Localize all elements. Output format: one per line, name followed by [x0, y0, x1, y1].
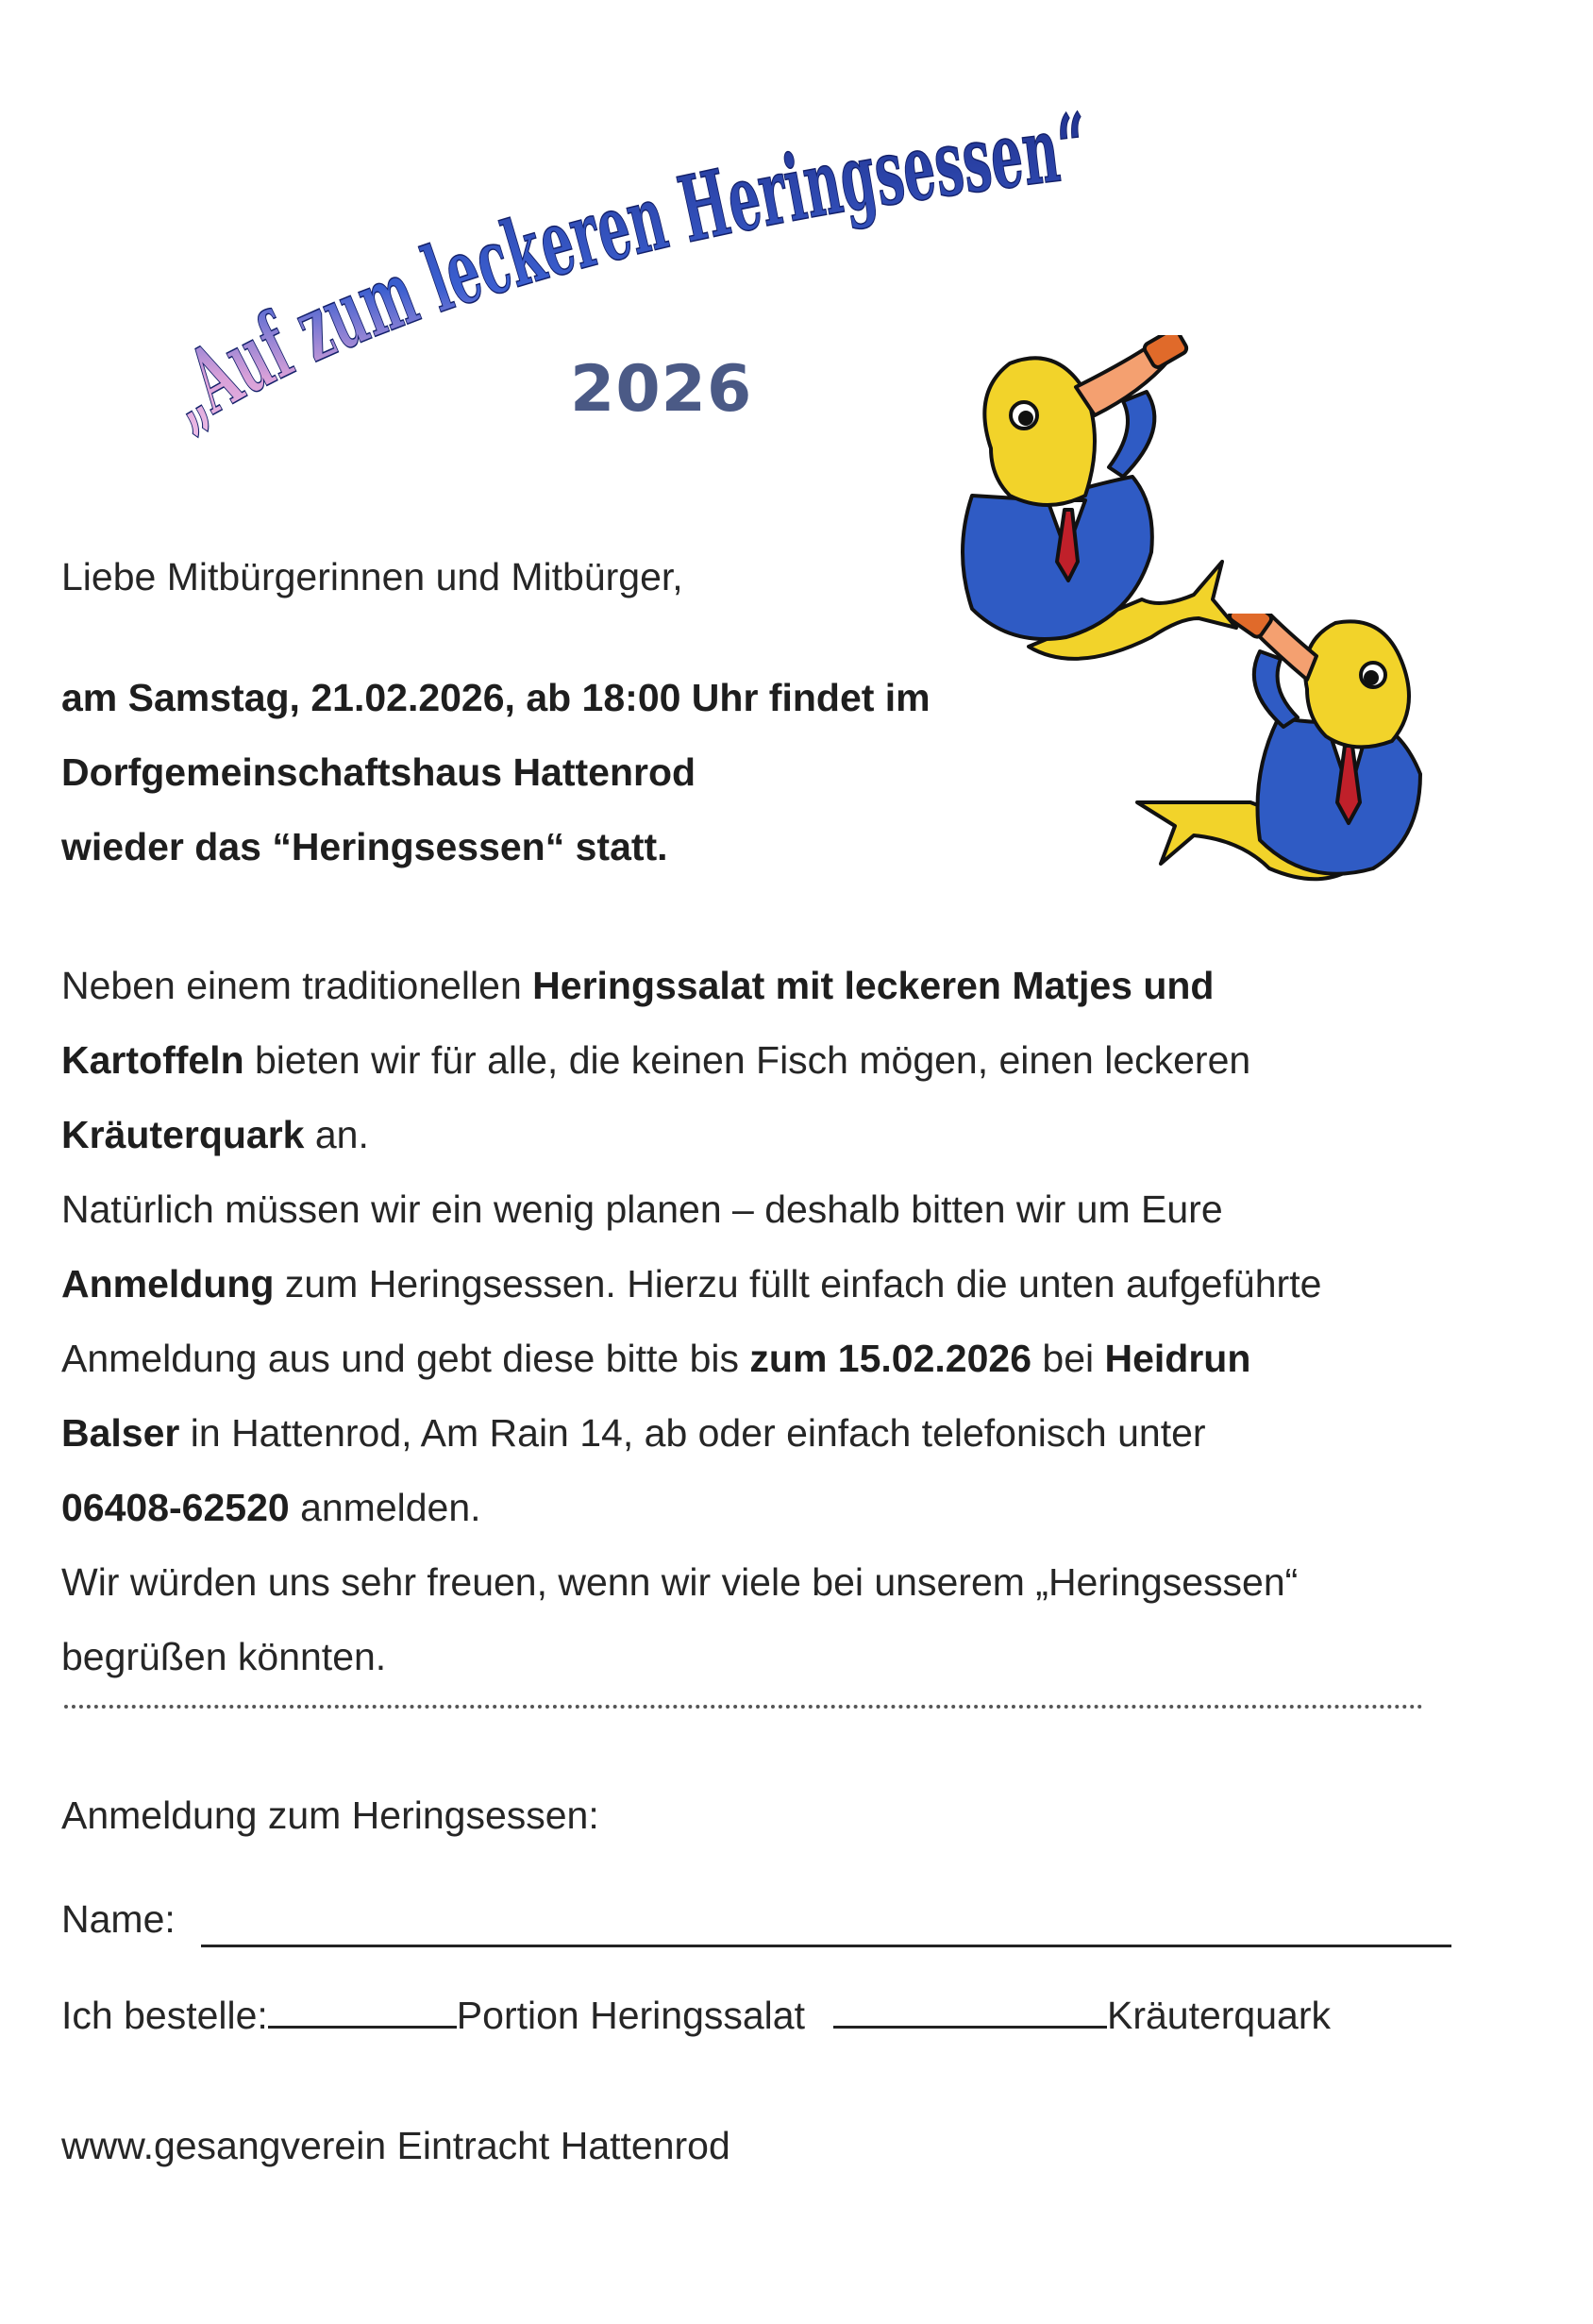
body-text: Anmeldung aus und gebt diese bitte bis — [61, 1337, 750, 1380]
portion-label: Portion Heringssalat — [456, 1994, 805, 2037]
body-bold-text: Heringssalat mit leckeren Matjes und — [532, 964, 1215, 1007]
name-field[interactable] — [201, 1945, 1451, 1947]
body-text: Natürlich müssen wir ein wenig planen – deshalb bitten wir um Eure — [61, 1187, 1223, 1231]
contact-name: Balser — [61, 1411, 180, 1455]
cut-line — [64, 1705, 1423, 1709]
body-text: bieten wir für alle, die keinen Fisch mögen, einen leckeren — [243, 1038, 1251, 1082]
body-text: an. — [304, 1113, 369, 1156]
name-label: Name: — [61, 1897, 176, 1941]
salutation: Liebe Mitbürgerinnen und Mitbürger, — [61, 555, 683, 598]
letter-body — [61, 949, 1321, 1694]
body-text: Wir würden uns sehr freuen, wenn wir viele bei unserem „Heringsessen“ — [61, 1560, 1299, 1604]
contact-name: Heidrun — [1104, 1337, 1251, 1380]
name-field-row — [61, 1897, 176, 1942]
order-row — [61, 1994, 1331, 2038]
registration-title: Anmeldung zum Heringsessen: — [61, 1794, 599, 1837]
body-text: Neben einem traditionellen — [61, 964, 533, 1007]
order-label: Ich bestelle: — [61, 1994, 268, 2037]
footer-website: www.gesangverein Eintracht Hattenrod — [61, 2124, 730, 2167]
quark-label: Kräuterquark — [1106, 1994, 1331, 2037]
body-bold-text: Kräuterquark — [61, 1113, 305, 1156]
body-bold-text: Anmeldung — [61, 1262, 275, 1305]
event-announcement — [61, 661, 931, 884]
herring-portion-field[interactable] — [268, 1994, 457, 2029]
quark-portion-field[interactable] — [833, 1994, 1107, 2029]
event-line-1: am Samstag, 21.02.2026, ab 18:00 Uhr findet im — [61, 676, 931, 719]
body-text: zum Heringsessen. Hierzu füllt einfach die unten aufgeführte — [274, 1262, 1322, 1305]
contact-phone: 06408-62520 — [61, 1486, 290, 1529]
body-text: in Hattenrod, Am Rain 14, ab oder einfach telefonisch unter — [179, 1411, 1206, 1455]
body-text: begrüßen könnten. — [61, 1635, 387, 1678]
body-text: bei — [1031, 1337, 1105, 1380]
event-line-3: wieder das “Heringsessen“ statt. — [61, 825, 668, 868]
deadline-date: zum 15.02.2026 — [749, 1337, 1031, 1380]
event-line-2: Dorfgemeinschaftshaus Hattenrod — [61, 750, 696, 794]
year-label: 2026 — [570, 352, 753, 427]
herring-drinking-icon — [1118, 614, 1449, 925]
title-text: „Auf zum leckeren Heringsessen“ — [144, 90, 1116, 448]
body-text: anmelden. — [289, 1486, 481, 1529]
body-bold-text: Kartoffeln — [61, 1038, 244, 1082]
